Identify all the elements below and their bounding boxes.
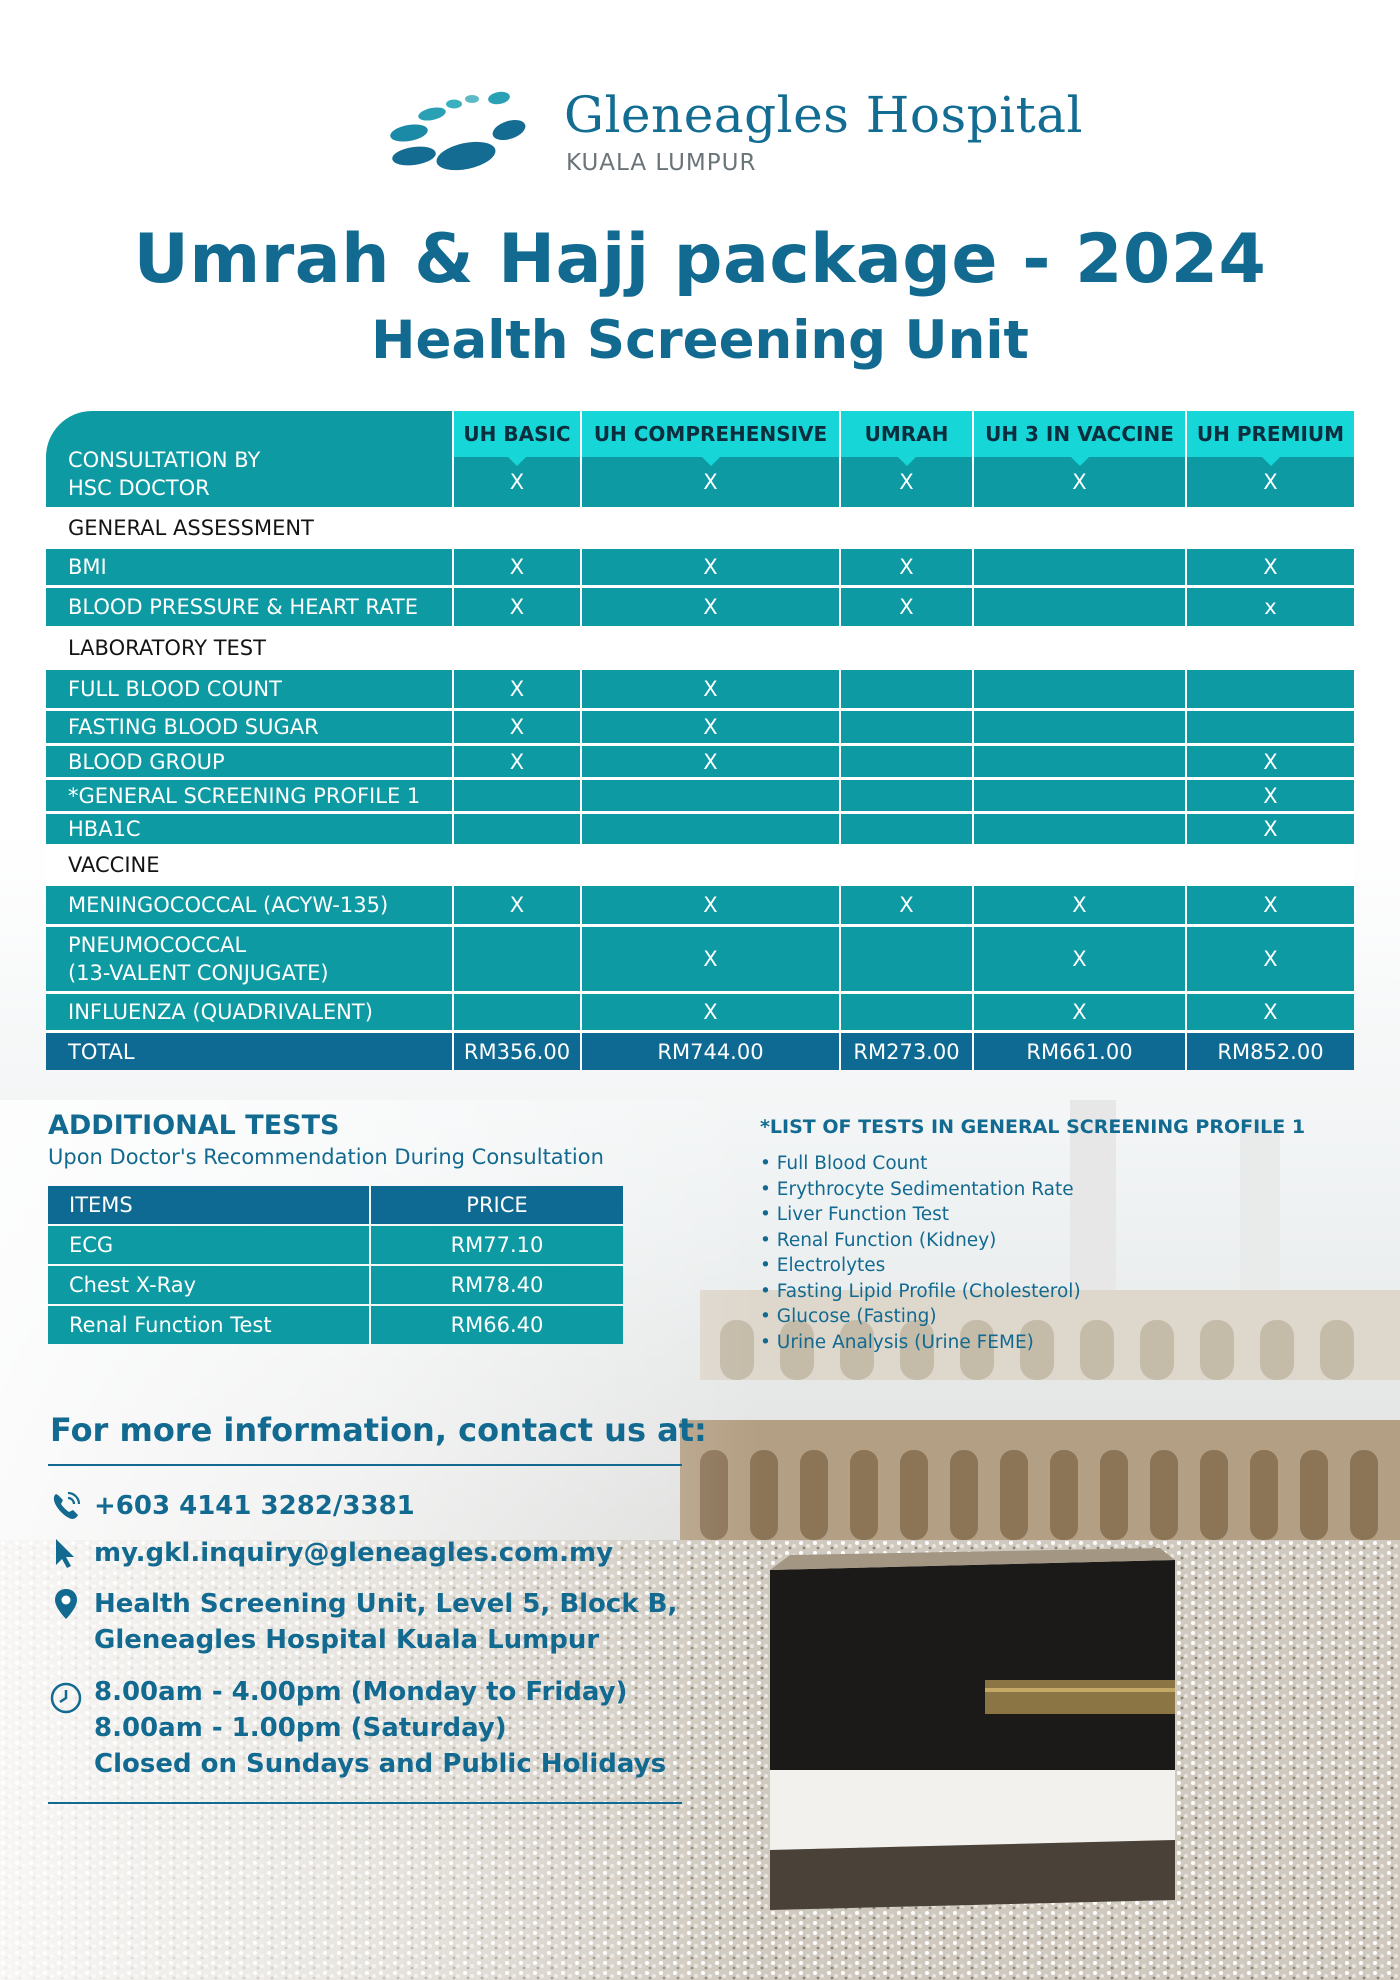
phone-icon xyxy=(48,1488,84,1524)
mark: X xyxy=(839,457,972,507)
package-header: UH 3 IN VACCINE xyxy=(974,411,1185,457)
profile-list-title: *LIST OF TESTS IN GENERAL SCREENING PROFILE 1 xyxy=(760,1116,1306,1138)
section-laboratory-test: LABORATORY TEST xyxy=(46,626,1354,670)
row-pneumococcal: PNEUMOCOCCAL (13-VALENT CONJUGATE) X X X xyxy=(46,927,1354,991)
price: RM852.00 xyxy=(1185,1033,1354,1070)
list-item: • Full Blood Count xyxy=(760,1153,928,1174)
list-item: • Urine Analysis (Urine FEME) xyxy=(760,1331,1034,1353)
consultation-label: CONSULTATION BY HSC DOCTOR xyxy=(68,448,261,500)
table-row: Renal Function Test RM66.40 xyxy=(48,1306,623,1344)
package-header: UH PREMIUM xyxy=(1187,411,1354,457)
row-influenza: INFLUENZA (QUADRIVALENT) X X X xyxy=(46,994,1354,1030)
list-item: • Renal Function (Kidney) xyxy=(760,1229,997,1251)
list-item: • Fasting Lipid Profile (Cholesterol) xyxy=(760,1280,1081,1302)
clock-icon xyxy=(48,1680,84,1716)
table-row: Chest X-Ray RM78.40 xyxy=(48,1266,623,1304)
divider xyxy=(48,1464,682,1466)
divider xyxy=(48,1802,682,1804)
additional-tests-subtitle: Upon Doctor's Recommendation During Consultation xyxy=(48,1145,604,1169)
row-bmi: BMI X X X X xyxy=(46,549,1354,585)
consultation-row xyxy=(46,411,1354,507)
price: RM356.00 xyxy=(452,1033,580,1070)
row-general-screening-profile: *GENERAL SCREENING PROFILE 1 X xyxy=(46,780,1354,811)
package-header: UH COMPREHENSIVE xyxy=(582,411,839,457)
package-header: UH BASIC xyxy=(454,411,580,457)
row-meningococcal: MENINGOCOCCAL (ACYW-135) X X X X X xyxy=(46,886,1354,924)
contact-title: For more information, contact us at: xyxy=(50,1411,707,1449)
price: RM661.00 xyxy=(972,1033,1185,1070)
page-subtitle: Health Screening Unit xyxy=(371,310,1029,371)
mark: X xyxy=(972,457,1185,507)
row-hba1c: HBA1C X xyxy=(46,814,1354,844)
package-comparison-table xyxy=(46,411,1354,1070)
profile-test-list xyxy=(760,1151,1081,1355)
section-general-assessment: GENERAL ASSESSMENT xyxy=(46,507,1354,549)
price: RM273.00 xyxy=(839,1033,972,1070)
contact-hours: 8.00am - 4.00pm (Monday to Friday) 8.00am - 1.00pm (Saturday) Closed on Sundays and Public Holidays xyxy=(48,1674,666,1782)
contact-email[interactable]: my.gkl.inquiry@gleneagles.com.my xyxy=(48,1535,613,1571)
row-fasting-blood-sugar: FASTING BLOOD SUGAR X X xyxy=(46,711,1354,743)
logo-city: KUALA LUMPUR xyxy=(566,150,757,176)
mark: X xyxy=(452,457,580,507)
list-item: • Glucose (Fasting) xyxy=(760,1306,937,1327)
mark: X xyxy=(580,457,839,507)
row-blood-pressure: BLOOD PRESSURE & HEART RATE X X X x xyxy=(46,588,1354,626)
cursor-icon xyxy=(48,1535,84,1571)
additional-tests-title: ADDITIONAL TESTS xyxy=(48,1110,340,1141)
package-header: UMRAH xyxy=(841,411,972,457)
row-blood-group: BLOOD GROUP X X X xyxy=(46,746,1354,777)
contact-address: Health Screening Unit, Level 5, Block B, Gleneagles Hospital Kuala Lumpur xyxy=(48,1586,677,1658)
additional-tests-header: ITEMS PRICE xyxy=(48,1186,623,1224)
additional-tests-table xyxy=(48,1186,623,1344)
hospital-logo xyxy=(384,86,1084,184)
page-title: Umrah & Hajj package - 2024 xyxy=(133,220,1267,299)
list-item: • Erythrocyte Sedimentation Rate xyxy=(760,1178,1074,1200)
price: RM744.00 xyxy=(580,1033,839,1070)
mark: X xyxy=(1185,457,1354,507)
logo-name: Gleneagles Hospital xyxy=(564,86,1084,144)
list-item: • Electrolytes xyxy=(760,1255,886,1276)
table-row: ECG RM77.10 xyxy=(48,1226,623,1264)
contact-phone[interactable]: +603 4141 3282/3381 xyxy=(48,1488,415,1524)
list-item: • Liver Function Test xyxy=(760,1204,950,1225)
row-full-blood-count: FULL BLOOD COUNT X X xyxy=(46,670,1354,708)
row-total: TOTAL RM356.00 RM744.00 RM273.00 RM661.00 RM852.00 xyxy=(46,1033,1354,1070)
section-vaccine: VACCINE xyxy=(46,844,1354,886)
logo-mark-icon xyxy=(384,88,534,178)
location-pin-icon xyxy=(48,1586,84,1622)
